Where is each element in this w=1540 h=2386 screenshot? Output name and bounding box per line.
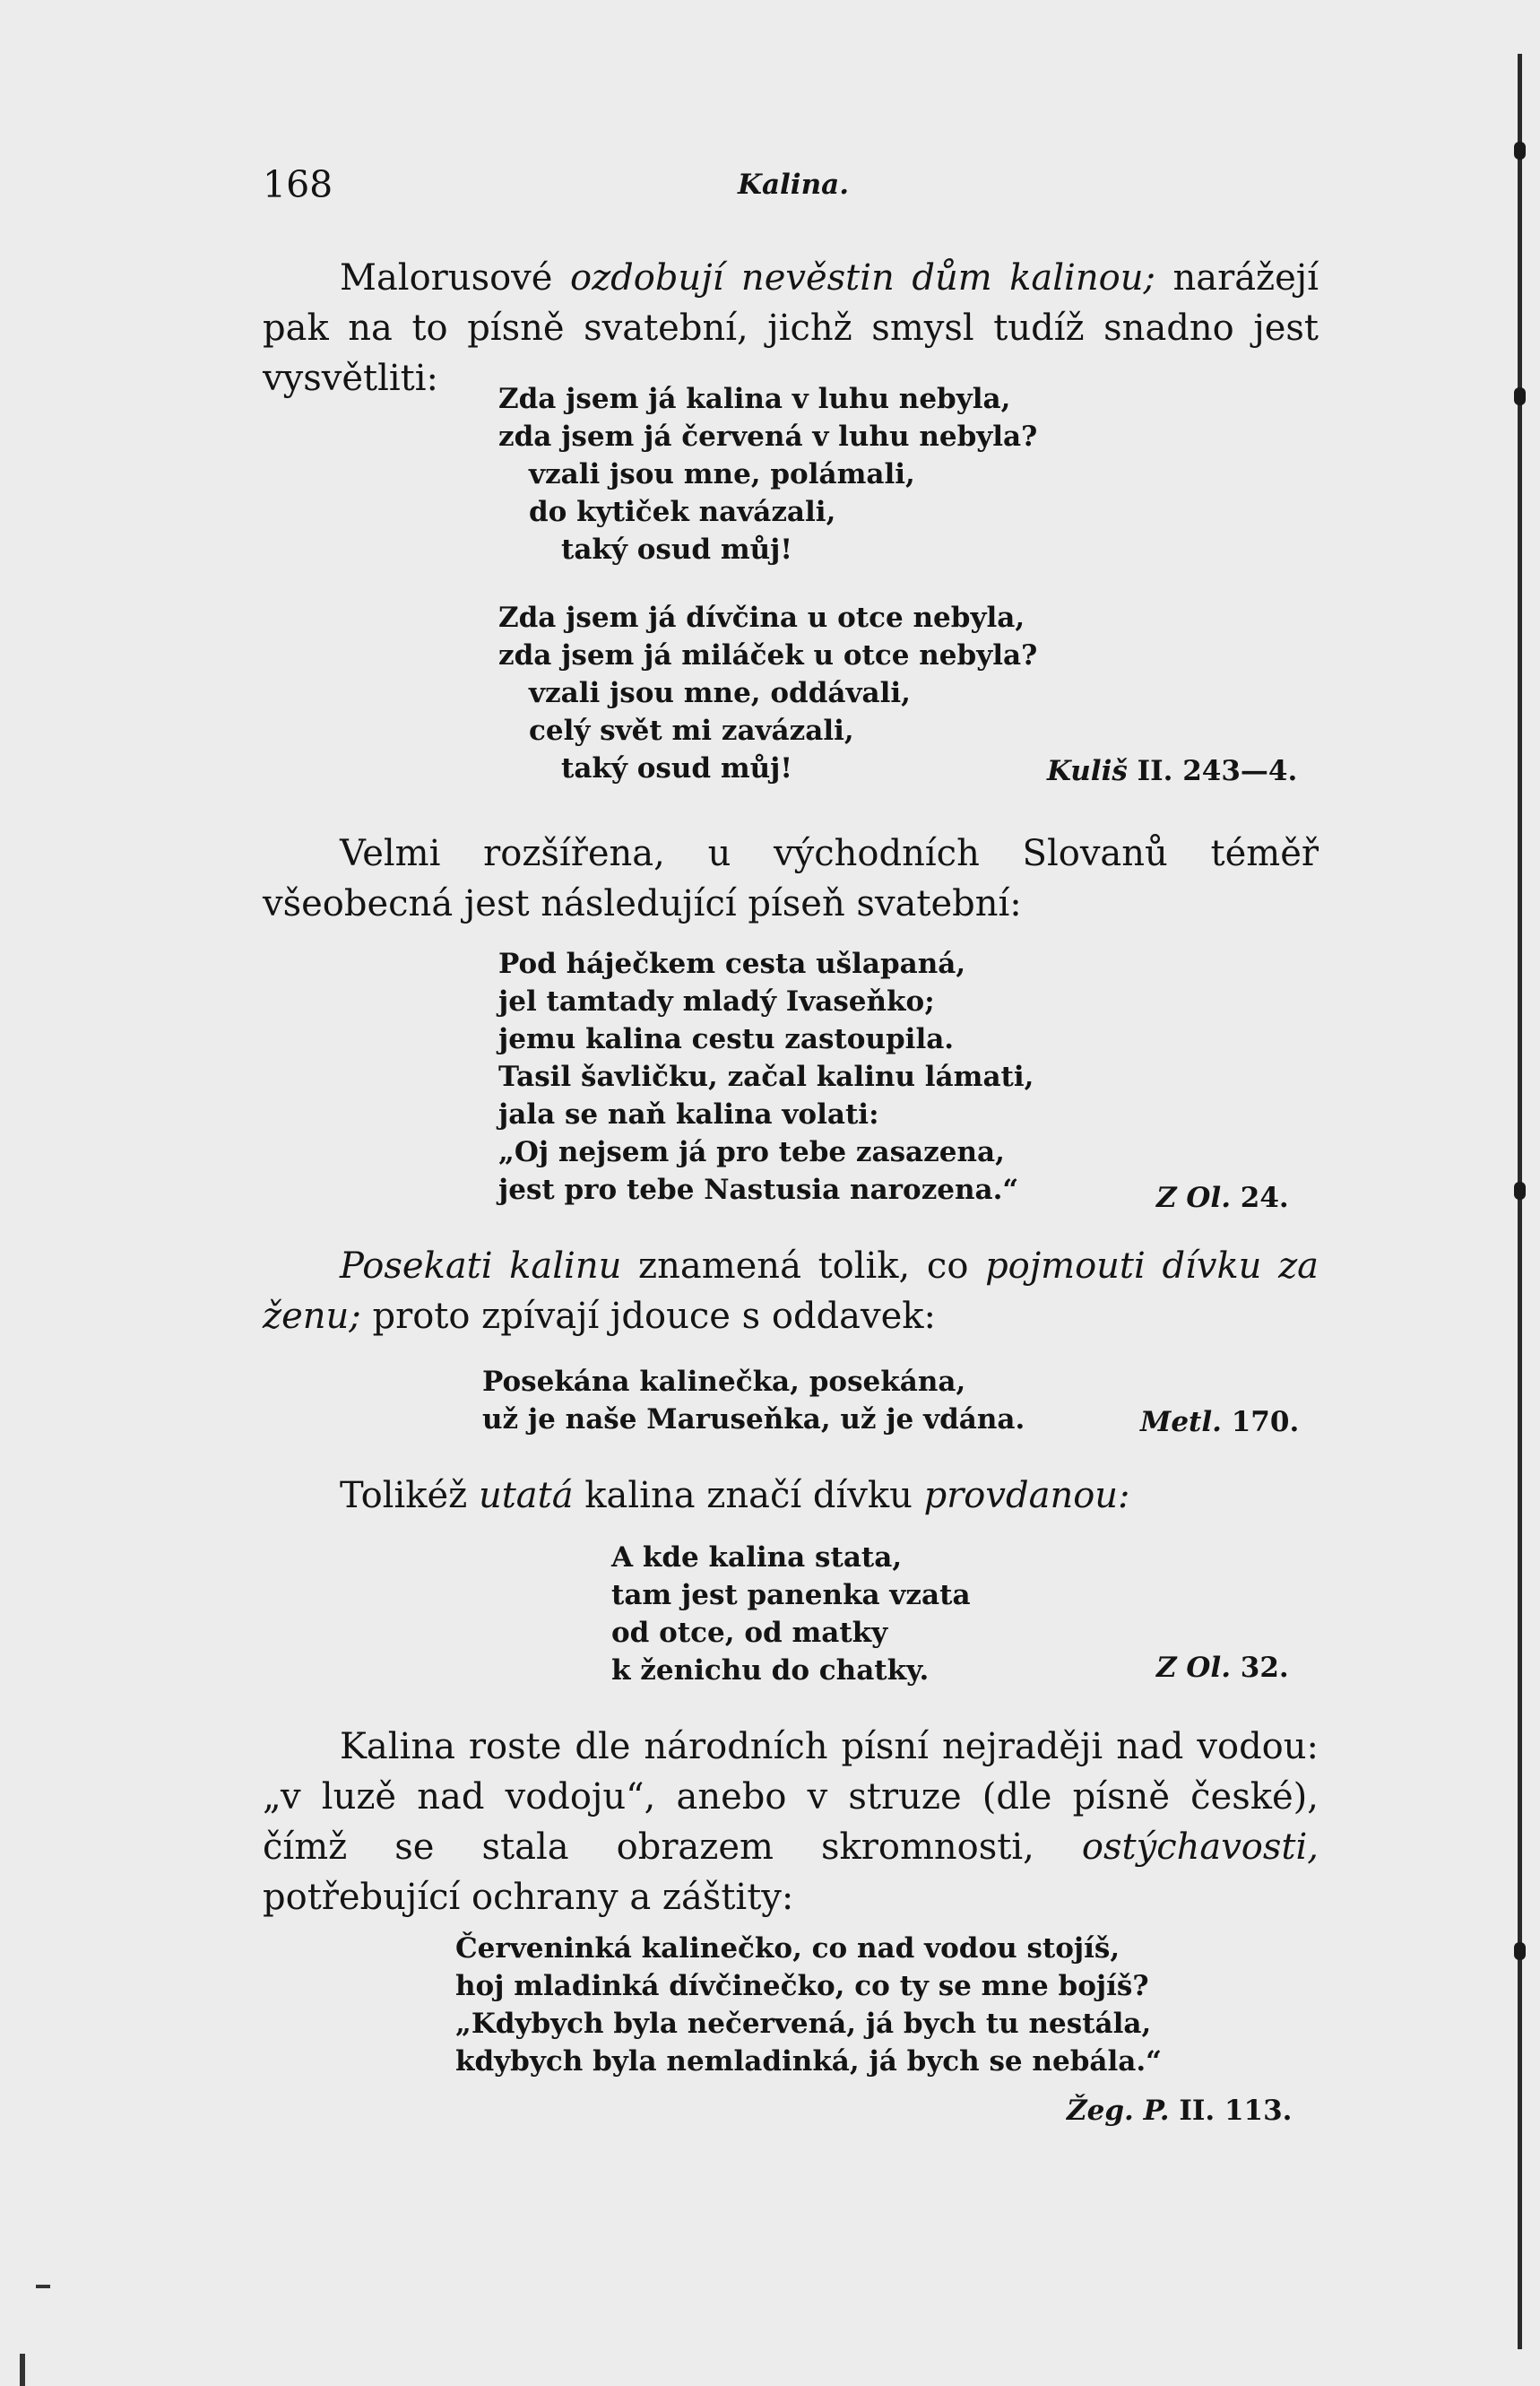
source-citation: Kuliš II. 243—4. xyxy=(1047,755,1298,787)
verse-line: celý svět mi zavázali, xyxy=(529,715,854,747)
source-citation: Z Ol. 24. xyxy=(1156,1182,1289,1214)
verse-pod-hajeckem xyxy=(498,945,1034,1209)
binding-mark xyxy=(1514,142,1526,160)
verse-cerveninka-kalinecko xyxy=(455,1930,1162,2080)
verse-line: zda jsem já červená v luhu nebyla? xyxy=(498,421,1038,453)
verse-line: Pod háječkem cesta ušlapaná, xyxy=(498,948,966,980)
verse-line: do kytiček navázali, xyxy=(529,496,836,528)
paragraph-kalina-roste: Kalina roste dle národních písní nejraději nad vodou: „v luzě nad vodoju“, anebo v struze (dle písně české), čímž se stala obrazem skromnosti, ostýchavosti, potřebující ochrany a záštity: xyxy=(263,1726,1319,1918)
page-header xyxy=(263,163,1318,208)
verse-line: jemu kalina cestu zastoupila. xyxy=(498,1023,955,1055)
binding-mark xyxy=(1514,1942,1526,1960)
verse-divcina-u-otce xyxy=(498,599,1037,787)
verse-line: „Kdybych byla nečervená, já bych tu nestála, xyxy=(455,2008,1152,2040)
paragraph-tolikez: Tolikéž utatá kalina značí dívku provdanou: xyxy=(340,1475,1130,1516)
source-citation: Z Ol. 32. xyxy=(1156,1652,1289,1684)
paragraph-malorusove: Malorusové ozdobují nevěstin dům kalinou; narážejí pak na to písně svatební, jichž smysl tudíž snadno jest vysvětliti: xyxy=(263,257,1319,399)
verse-line: vzali jsou mne, oddávali, xyxy=(529,677,911,709)
verse-line: vzali jsou mne, polámali, xyxy=(529,458,915,490)
verse-line: zda jsem já miláček u otce nebyla? xyxy=(498,639,1038,672)
source-citation: Žeg. P. II. 113. xyxy=(1067,2095,1293,2127)
verse-line: už je naše Maruseňka, už je vdána. xyxy=(482,1403,1025,1436)
source-citation: Metl. 170. xyxy=(1140,1406,1300,1438)
scan-speck xyxy=(36,2285,50,2288)
verse-line: Červeninká kalinečko, co nad vodou stojíš, xyxy=(455,1932,1120,1965)
verse-kde-kalina-stata xyxy=(611,1539,971,1689)
verse-line: taký osud můj! xyxy=(561,752,792,785)
scan-speck xyxy=(20,2354,25,2386)
paragraph-velmi-rozsirena: Velmi rozšířena, u východních Slovanů téměř všeobecná jest následující píseň svatební: xyxy=(263,833,1319,924)
verse-line: Zda jsem já kalina v luhu nebyla, xyxy=(498,383,1011,415)
page-number: 168 xyxy=(263,163,333,206)
verse-posekana-kalinecka xyxy=(482,1363,1025,1438)
verse-line: hoj mladinká dívčinečko, co ty se mne bojíš? xyxy=(455,1970,1149,2002)
verse-line: A kde kalina stata, xyxy=(611,1541,903,1574)
verse-line: jala se naň kalina volati: xyxy=(498,1098,879,1131)
verse-line: od otce, od matky xyxy=(611,1617,888,1649)
verse-line: kdybych byla nemladinká, já bych se nebála.“ xyxy=(455,2045,1162,2078)
verse-line: jel tamtady mladý Ivaseňko; xyxy=(498,985,935,1018)
verse-line: taký osud můj! xyxy=(561,534,792,566)
verse-line: Tasil šavličku, začal kalinu lámati, xyxy=(498,1061,1034,1093)
verse-line: Posekána kalinečka, posekána, xyxy=(482,1366,966,1398)
verse-line: tam jest panenka vzata xyxy=(611,1579,971,1611)
running-title: Kalina. xyxy=(738,169,849,201)
verse-line: Zda jsem já dívčina u otce nebyla, xyxy=(498,602,1025,634)
verse-line: jest pro tebe Nastusia narozena.“ xyxy=(498,1174,1019,1206)
verse-line: k ženichu do chatky. xyxy=(611,1654,930,1687)
verse-kalina-v-luhu xyxy=(498,380,1037,568)
verse-line: „Oj nejsem já pro tebe zasazena, xyxy=(498,1136,1005,1168)
paragraph-posekati-kalinu: Posekati kalinu znamená tolik, co pojmouti dívku za ženu; proto zpívají jdouce s oddavek: xyxy=(263,1245,1319,1337)
binding-mark xyxy=(1514,1182,1526,1200)
binding-mark xyxy=(1514,387,1526,405)
